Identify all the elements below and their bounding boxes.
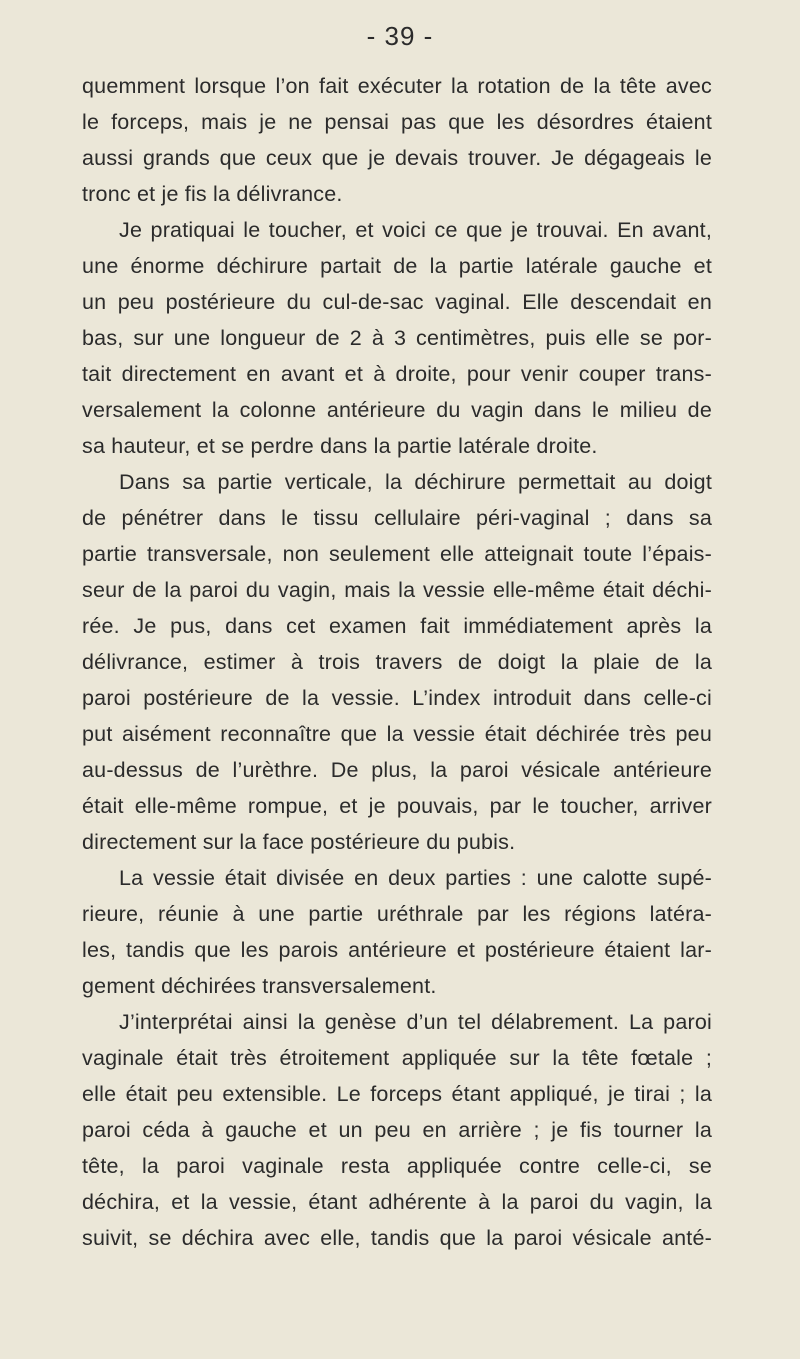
text-line: versalement la colonne antérieure du vagin dans le milieu de [82, 398, 712, 422]
text-line: tête, la paroi vaginale resta appliquée contre celle-ci, se [82, 1154, 712, 1178]
text-line: directement sur la face postérieure du pubis. [82, 830, 516, 854]
text-line: quemment lorsque l’on fait exécuter la rotation de la tête avec [82, 74, 712, 98]
text-line: le forceps, mais je ne pensai pas que les désordres étaient [82, 110, 712, 134]
text-line: tronc et je fis la délivrance. [82, 182, 343, 206]
text-line: aussi grands que ceux que je devais trouver. Je dégageais le [82, 146, 712, 170]
text-line: Je pratiquai le toucher, et voici ce que je trouvai. En avant, [119, 218, 712, 242]
page-number: - 39 - [366, 21, 434, 51]
text-line: rieure, réunie à une partie uréthrale par les régions latéra- [82, 902, 712, 926]
text-line: de pénétrer dans le tissu cellulaire péri-vaginal ; dans sa [82, 506, 712, 530]
text-line: suivit, se déchira avec elle, tandis que la paroi vésicale anté- [82, 1226, 712, 1250]
text-line: tait directement en avant et à droite, pour venir couper trans- [82, 362, 712, 386]
text-line: seur de la paroi du vagin, mais la vessie elle-même était déchi- [82, 578, 712, 602]
text-line: paroi céda à gauche et un peu en arrière ; je fis tourner la [82, 1118, 712, 1142]
text-line: paroi postérieure de la vessie. L’index introduit dans celle-ci [82, 686, 712, 710]
text-line: put aisément reconnaître que la vessie était déchirée très peu [82, 722, 712, 746]
text-line: bas, sur une longueur de 2 à 3 centimètres, puis elle se por- [82, 326, 712, 350]
text-line: rée. Je pus, dans cet examen fait immédiatement après la [82, 614, 712, 638]
text-line: La vessie était divisée en deux parties : une calotte supé- [119, 866, 712, 890]
text-line: les, tandis que les parois antérieure et postérieure étaient lar- [82, 938, 712, 962]
text-line: elle était peu extensible. Le forceps étant appliqué, je tirai ; la [82, 1082, 712, 1106]
text-line: était elle-même rompue, et je pouvais, par le toucher, arriver [82, 794, 712, 818]
text-line: sa hauteur, et se perdre dans la partie latérale droite. [82, 434, 598, 458]
text-line: vaginale était très étroitement appliquée sur la tête fœtale ; [82, 1046, 712, 1070]
text-line: gement déchirées transversalement. [82, 974, 437, 998]
text-line: une énorme déchirure partait de la partie latérale gauche et [82, 254, 712, 278]
text-line: un peu postérieure du cul-de-sac vaginal. Elle descendait en [82, 290, 712, 314]
text-line: au-dessus de l’urèthre. De plus, la paroi vésicale antérieure [82, 758, 712, 782]
body-text [82, 68, 712, 1256]
text-line: délivrance, estimer à trois travers de doigt la plaie de la [82, 650, 712, 674]
text-line: partie transversale, non seulement elle atteignait toute l’épais- [82, 542, 712, 566]
text-line: déchira, et la vessie, étant adhérente à la paroi du vagin, la [82, 1190, 712, 1214]
text-line: J’interprétai ainsi la genèse d’un tel délabrement. La paroi [119, 1010, 712, 1034]
text-line: Dans sa partie verticale, la déchirure permettait au doigt [119, 470, 712, 494]
